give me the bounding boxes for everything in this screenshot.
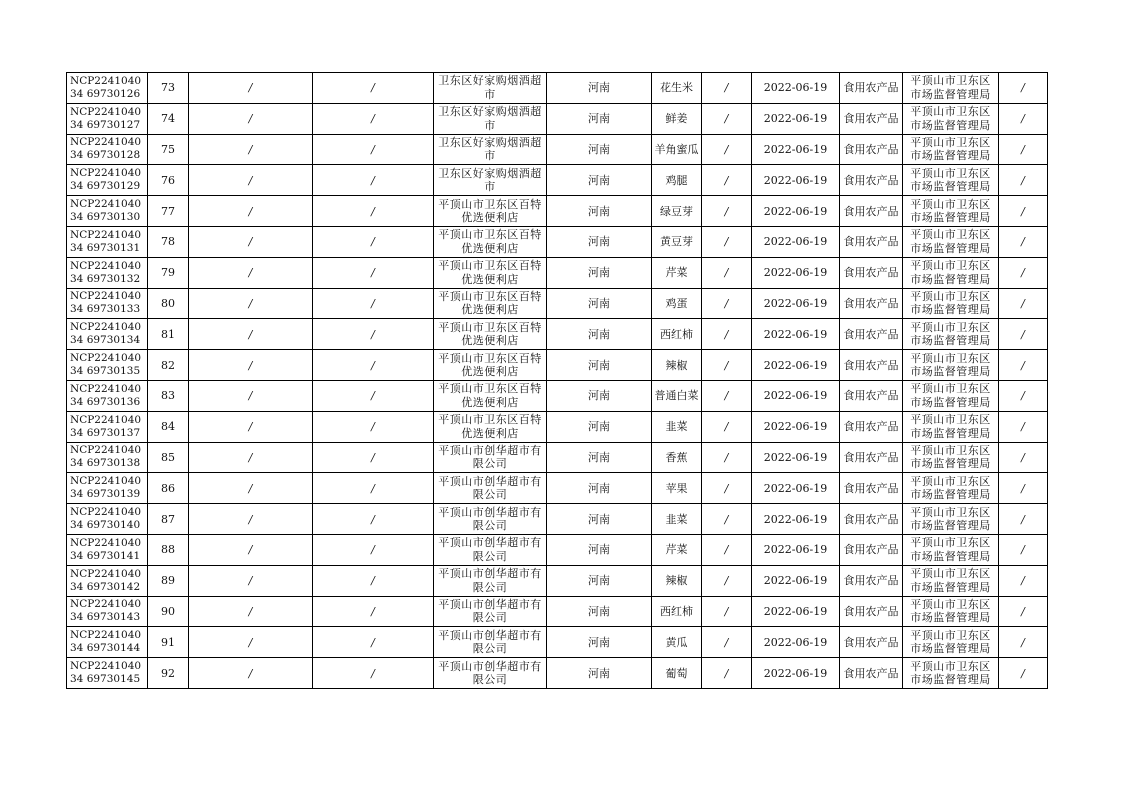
date-cell: 2022-06-19 — [752, 73, 840, 104]
placeholder-cell: / — [189, 350, 313, 381]
region-cell: 河南 — [547, 658, 652, 689]
sequence-number-cell: 74 — [148, 103, 189, 134]
product-name-cell: 辣椒 — [652, 565, 702, 596]
sequence-number-cell: 83 — [148, 380, 189, 411]
placeholder-cell: / — [313, 596, 434, 627]
sampled-store-cell: 平顶山市卫东区百特优选便利店 — [434, 411, 547, 442]
sampled-store-cell: 平顶山市卫东区百特优选便利店 — [434, 319, 547, 350]
placeholder-cell: / — [313, 257, 434, 288]
category-cell: 食用农产品 — [840, 504, 903, 535]
sampled-store-cell: 卫东区好家购烟酒超市 — [434, 165, 547, 196]
region-cell: 河南 — [547, 226, 652, 257]
date-cell: 2022-06-19 — [752, 196, 840, 227]
sampled-store-cell: 平顶山市卫东区百特优选便利店 — [434, 288, 547, 319]
placeholder-cell: / — [702, 534, 752, 565]
table-row — [67, 196, 1048, 227]
sample-code-cell: NCP224104034 69730139 — [67, 473, 148, 504]
placeholder-cell: / — [999, 473, 1048, 504]
sample-code-cell: NCP224104034 69730128 — [67, 134, 148, 165]
date-cell: 2022-06-19 — [752, 473, 840, 504]
sample-code-cell: NCP224104034 69730140 — [67, 504, 148, 535]
placeholder-cell: / — [189, 134, 313, 165]
placeholder-cell: / — [999, 319, 1048, 350]
product-name-cell: 黄瓜 — [652, 627, 702, 658]
placeholder-cell: / — [999, 442, 1048, 473]
product-name-cell: 鲜姜 — [652, 103, 702, 134]
region-cell: 河南 — [547, 504, 652, 535]
sample-code-cell: NCP224104034 69730138 — [67, 442, 148, 473]
placeholder-cell: / — [189, 596, 313, 627]
sample-code-cell: NCP224104034 69730141 — [67, 534, 148, 565]
agency-cell: 平顶山市卫东区市场监督管理局 — [903, 442, 999, 473]
category-cell: 食用农产品 — [840, 73, 903, 104]
placeholder-cell: / — [189, 658, 313, 689]
sequence-number-cell: 84 — [148, 411, 189, 442]
product-name-cell: 花生米 — [652, 73, 702, 104]
region-cell: 河南 — [547, 288, 652, 319]
region-cell: 河南 — [547, 165, 652, 196]
placeholder-cell: / — [999, 534, 1048, 565]
placeholder-cell: / — [999, 504, 1048, 535]
sampled-store-cell: 平顶山市创华超市有限公司 — [434, 658, 547, 689]
category-cell: 食用农产品 — [840, 565, 903, 596]
region-cell: 河南 — [547, 411, 652, 442]
sequence-number-cell: 80 — [148, 288, 189, 319]
placeholder-cell: / — [313, 350, 434, 381]
placeholder-cell: / — [702, 596, 752, 627]
product-name-cell: 鸡腿 — [652, 165, 702, 196]
placeholder-cell: / — [313, 103, 434, 134]
placeholder-cell: / — [702, 627, 752, 658]
placeholder-cell: / — [702, 380, 752, 411]
table-row — [67, 319, 1048, 350]
date-cell: 2022-06-19 — [752, 411, 840, 442]
table-row — [67, 504, 1048, 535]
placeholder-cell: / — [189, 504, 313, 535]
placeholder-cell: / — [313, 565, 434, 596]
sequence-number-cell: 91 — [148, 627, 189, 658]
sampled-store-cell: 平顶山市创华超市有限公司 — [434, 473, 547, 504]
region-cell: 河南 — [547, 627, 652, 658]
agency-cell: 平顶山市卫东区市场监督管理局 — [903, 319, 999, 350]
sampled-store-cell: 平顶山市卫东区百特优选便利店 — [434, 350, 547, 381]
region-cell: 河南 — [547, 596, 652, 627]
sampled-store-cell: 平顶山市创华超市有限公司 — [434, 596, 547, 627]
placeholder-cell: / — [189, 73, 313, 104]
region-cell: 河南 — [547, 196, 652, 227]
placeholder-cell: / — [702, 442, 752, 473]
agency-cell: 平顶山市卫东区市场监督管理局 — [903, 534, 999, 565]
product-name-cell: 羊角蜜瓜 — [652, 134, 702, 165]
placeholder-cell: / — [189, 565, 313, 596]
product-name-cell: 绿豆芽 — [652, 196, 702, 227]
date-cell: 2022-06-19 — [752, 442, 840, 473]
product-name-cell: 香蕉 — [652, 442, 702, 473]
agency-cell: 平顶山市卫东区市场监督管理局 — [903, 226, 999, 257]
placeholder-cell: / — [313, 411, 434, 442]
placeholder-cell: / — [313, 165, 434, 196]
table-row — [67, 380, 1048, 411]
date-cell: 2022-06-19 — [752, 350, 840, 381]
table-body — [67, 73, 1048, 689]
sampled-store-cell: 平顶山市卫东区百特优选便利店 — [434, 380, 547, 411]
table-row — [67, 73, 1048, 104]
date-cell: 2022-06-19 — [752, 627, 840, 658]
region-cell: 河南 — [547, 534, 652, 565]
sequence-number-cell: 85 — [148, 442, 189, 473]
sampled-store-cell: 平顶山市创华超市有限公司 — [434, 565, 547, 596]
placeholder-cell: / — [189, 473, 313, 504]
category-cell: 食用农产品 — [840, 103, 903, 134]
placeholder-cell: / — [189, 411, 313, 442]
category-cell: 食用农产品 — [840, 226, 903, 257]
placeholder-cell: / — [313, 380, 434, 411]
placeholder-cell: / — [189, 442, 313, 473]
category-cell: 食用农产品 — [840, 196, 903, 227]
date-cell: 2022-06-19 — [752, 319, 840, 350]
region-cell: 河南 — [547, 257, 652, 288]
date-cell: 2022-06-19 — [752, 380, 840, 411]
placeholder-cell: / — [999, 134, 1048, 165]
category-cell: 食用农产品 — [840, 319, 903, 350]
sample-code-cell: NCP224104034 69730129 — [67, 165, 148, 196]
placeholder-cell: / — [702, 103, 752, 134]
agency-cell: 平顶山市卫东区市场监督管理局 — [903, 73, 999, 104]
date-cell: 2022-06-19 — [752, 134, 840, 165]
product-name-cell: 黄豆芽 — [652, 226, 702, 257]
table-row — [67, 350, 1048, 381]
region-cell: 河南 — [547, 350, 652, 381]
sampled-store-cell: 卫东区好家购烟酒超市 — [434, 73, 547, 104]
placeholder-cell: / — [999, 596, 1048, 627]
region-cell: 河南 — [547, 473, 652, 504]
date-cell: 2022-06-19 — [752, 257, 840, 288]
placeholder-cell: / — [313, 627, 434, 658]
sample-code-cell: NCP224104034 69730130 — [67, 196, 148, 227]
sample-code-cell: NCP224104034 69730127 — [67, 103, 148, 134]
placeholder-cell: / — [999, 411, 1048, 442]
sample-code-cell: NCP224104034 69730142 — [67, 565, 148, 596]
table-row — [67, 596, 1048, 627]
date-cell: 2022-06-19 — [752, 504, 840, 535]
category-cell: 食用农产品 — [840, 411, 903, 442]
table-row — [67, 103, 1048, 134]
sampled-store-cell: 平顶山市卫东区百特优选便利店 — [434, 226, 547, 257]
table-row — [67, 288, 1048, 319]
agency-cell: 平顶山市卫东区市场监督管理局 — [903, 134, 999, 165]
placeholder-cell: / — [189, 226, 313, 257]
sequence-number-cell: 87 — [148, 504, 189, 535]
placeholder-cell: / — [189, 319, 313, 350]
placeholder-cell: / — [702, 196, 752, 227]
sampled-store-cell: 卫东区好家购烟酒超市 — [434, 134, 547, 165]
sample-code-cell: NCP224104034 69730137 — [67, 411, 148, 442]
placeholder-cell: / — [189, 103, 313, 134]
agency-cell: 平顶山市卫东区市场监督管理局 — [903, 627, 999, 658]
product-name-cell: 芹菜 — [652, 534, 702, 565]
product-name-cell: 西红柿 — [652, 596, 702, 627]
table-row — [67, 165, 1048, 196]
agency-cell: 平顶山市卫东区市场监督管理局 — [903, 350, 999, 381]
placeholder-cell: / — [999, 627, 1048, 658]
sampled-store-cell: 平顶山市创华超市有限公司 — [434, 442, 547, 473]
table-row — [67, 411, 1048, 442]
agency-cell: 平顶山市卫东区市场监督管理局 — [903, 257, 999, 288]
sample-code-cell: NCP224104034 69730133 — [67, 288, 148, 319]
region-cell: 河南 — [547, 134, 652, 165]
agency-cell: 平顶山市卫东区市场监督管理局 — [903, 473, 999, 504]
agency-cell: 平顶山市卫东区市场监督管理局 — [903, 288, 999, 319]
sequence-number-cell: 92 — [148, 658, 189, 689]
product-name-cell: 西红柿 — [652, 319, 702, 350]
placeholder-cell: / — [702, 319, 752, 350]
product-name-cell: 芹菜 — [652, 257, 702, 288]
placeholder-cell: / — [702, 658, 752, 689]
placeholder-cell: / — [189, 257, 313, 288]
category-cell: 食用农产品 — [840, 658, 903, 689]
category-cell: 食用农产品 — [840, 534, 903, 565]
sample-code-cell: NCP224104034 69730135 — [67, 350, 148, 381]
sequence-number-cell: 73 — [148, 73, 189, 104]
agency-cell: 平顶山市卫东区市场监督管理局 — [903, 196, 999, 227]
sample-code-cell: NCP224104034 69730132 — [67, 257, 148, 288]
category-cell: 食用农产品 — [840, 257, 903, 288]
placeholder-cell: / — [189, 627, 313, 658]
agency-cell: 平顶山市卫东区市场监督管理局 — [903, 411, 999, 442]
table-row — [67, 658, 1048, 689]
sequence-number-cell: 75 — [148, 134, 189, 165]
table-row — [67, 534, 1048, 565]
placeholder-cell: / — [313, 504, 434, 535]
placeholder-cell: / — [702, 565, 752, 596]
table-row — [67, 134, 1048, 165]
placeholder-cell: / — [702, 73, 752, 104]
product-name-cell: 普通白菜 — [652, 380, 702, 411]
table-row — [67, 565, 1048, 596]
agency-cell: 平顶山市卫东区市场监督管理局 — [903, 165, 999, 196]
sequence-number-cell: 79 — [148, 257, 189, 288]
category-cell: 食用农产品 — [840, 380, 903, 411]
placeholder-cell: / — [313, 319, 434, 350]
placeholder-cell: / — [189, 196, 313, 227]
region-cell: 河南 — [547, 442, 652, 473]
placeholder-cell: / — [999, 257, 1048, 288]
placeholder-cell: / — [313, 196, 434, 227]
region-cell: 河南 — [547, 73, 652, 104]
sample-code-cell: NCP224104034 69730134 — [67, 319, 148, 350]
sample-code-cell: NCP224104034 69730131 — [67, 226, 148, 257]
placeholder-cell: / — [999, 226, 1048, 257]
agency-cell: 平顶山市卫东区市场监督管理局 — [903, 504, 999, 535]
table-row — [67, 442, 1048, 473]
sampled-store-cell: 平顶山市卫东区百特优选便利店 — [434, 257, 547, 288]
placeholder-cell: / — [313, 288, 434, 319]
sequence-number-cell: 86 — [148, 473, 189, 504]
sequence-number-cell: 76 — [148, 165, 189, 196]
sample-code-cell: NCP224104034 69730144 — [67, 627, 148, 658]
placeholder-cell: / — [189, 288, 313, 319]
table-row — [67, 473, 1048, 504]
sequence-number-cell: 77 — [148, 196, 189, 227]
table-row — [67, 257, 1048, 288]
product-name-cell: 韭菜 — [652, 504, 702, 535]
sequence-number-cell: 88 — [148, 534, 189, 565]
sample-code-cell: NCP224104034 69730145 — [67, 658, 148, 689]
product-name-cell: 苹果 — [652, 473, 702, 504]
placeholder-cell: / — [313, 134, 434, 165]
category-cell: 食用农产品 — [840, 134, 903, 165]
date-cell: 2022-06-19 — [752, 658, 840, 689]
agency-cell: 平顶山市卫东区市场监督管理局 — [903, 565, 999, 596]
placeholder-cell: / — [999, 73, 1048, 104]
agency-cell: 平顶山市卫东区市场监督管理局 — [903, 658, 999, 689]
sampling-results-table — [66, 72, 1048, 689]
category-cell: 食用农产品 — [840, 596, 903, 627]
placeholder-cell: / — [702, 257, 752, 288]
category-cell: 食用农产品 — [840, 288, 903, 319]
placeholder-cell: / — [189, 380, 313, 411]
placeholder-cell: / — [702, 288, 752, 319]
table-row — [67, 226, 1048, 257]
placeholder-cell: / — [189, 534, 313, 565]
sample-code-cell: NCP224104034 69730143 — [67, 596, 148, 627]
placeholder-cell: / — [702, 473, 752, 504]
category-cell: 食用农产品 — [840, 165, 903, 196]
sequence-number-cell: 89 — [148, 565, 189, 596]
region-cell: 河南 — [547, 103, 652, 134]
sampled-store-cell: 平顶山市创华超市有限公司 — [434, 534, 547, 565]
placeholder-cell: / — [313, 442, 434, 473]
date-cell: 2022-06-19 — [752, 596, 840, 627]
sequence-number-cell: 82 — [148, 350, 189, 381]
date-cell: 2022-06-19 — [752, 165, 840, 196]
sampled-store-cell: 平顶山市创华超市有限公司 — [434, 627, 547, 658]
product-name-cell: 韭菜 — [652, 411, 702, 442]
placeholder-cell: / — [702, 134, 752, 165]
category-cell: 食用农产品 — [840, 350, 903, 381]
product-name-cell: 辣椒 — [652, 350, 702, 381]
placeholder-cell: / — [999, 288, 1048, 319]
category-cell: 食用农产品 — [840, 442, 903, 473]
placeholder-cell: / — [999, 658, 1048, 689]
table-row — [67, 627, 1048, 658]
placeholder-cell: / — [313, 473, 434, 504]
placeholder-cell: / — [313, 534, 434, 565]
date-cell: 2022-06-19 — [752, 226, 840, 257]
placeholder-cell: / — [999, 380, 1048, 411]
date-cell: 2022-06-19 — [752, 103, 840, 134]
placeholder-cell: / — [702, 504, 752, 535]
sampled-store-cell: 平顶山市创华超市有限公司 — [434, 504, 547, 535]
region-cell: 河南 — [547, 319, 652, 350]
placeholder-cell: / — [702, 411, 752, 442]
date-cell: 2022-06-19 — [752, 565, 840, 596]
placeholder-cell: / — [313, 658, 434, 689]
placeholder-cell: / — [189, 165, 313, 196]
sequence-number-cell: 81 — [148, 319, 189, 350]
agency-cell: 平顶山市卫东区市场监督管理局 — [903, 596, 999, 627]
region-cell: 河南 — [547, 565, 652, 596]
agency-cell: 平顶山市卫东区市场监督管理局 — [903, 103, 999, 134]
placeholder-cell: / — [313, 226, 434, 257]
sampled-store-cell: 卫东区好家购烟酒超市 — [434, 103, 547, 134]
date-cell: 2022-06-19 — [752, 534, 840, 565]
product-name-cell: 鸡蛋 — [652, 288, 702, 319]
sequence-number-cell: 90 — [148, 596, 189, 627]
placeholder-cell: / — [999, 565, 1048, 596]
placeholder-cell: / — [702, 165, 752, 196]
placeholder-cell: / — [313, 73, 434, 104]
sequence-number-cell: 78 — [148, 226, 189, 257]
sample-code-cell: NCP224104034 69730126 — [67, 73, 148, 104]
category-cell: 食用农产品 — [840, 473, 903, 504]
date-cell: 2022-06-19 — [752, 288, 840, 319]
sampled-store-cell: 平顶山市卫东区百特优选便利店 — [434, 196, 547, 227]
placeholder-cell: / — [702, 226, 752, 257]
placeholder-cell: / — [999, 196, 1048, 227]
agency-cell: 平顶山市卫东区市场监督管理局 — [903, 380, 999, 411]
placeholder-cell: / — [999, 165, 1048, 196]
placeholder-cell: / — [702, 350, 752, 381]
product-name-cell: 葡萄 — [652, 658, 702, 689]
region-cell: 河南 — [547, 380, 652, 411]
placeholder-cell: / — [999, 103, 1048, 134]
category-cell: 食用农产品 — [840, 627, 903, 658]
sample-code-cell: NCP224104034 69730136 — [67, 380, 148, 411]
placeholder-cell: / — [999, 350, 1048, 381]
